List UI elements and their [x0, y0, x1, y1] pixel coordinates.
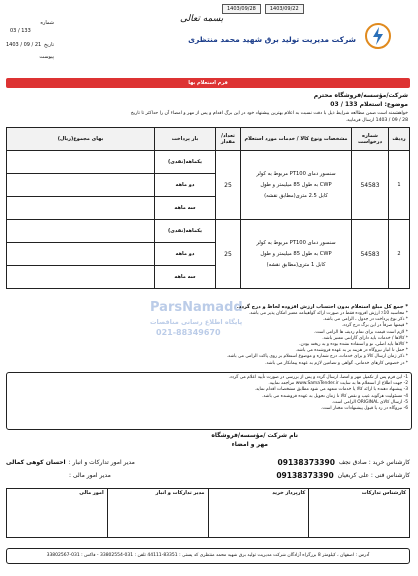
- cell-spec: [241, 220, 352, 289]
- intro-line-1: خواهشمند است ضمن مطالعه شرایط ذیل با دقت نسبت به اعلام بهترین پیشنهاد خود در این برگ اقدام و پس از مهر و امضاء آن را حداکثر تا تاریخ: [130, 111, 408, 116]
- sig-procurement-manager: مدیر تدارکات و انبار: [107, 489, 208, 538]
- cell-price-input[interactable]: [7, 197, 155, 220]
- cell-price-input[interactable]: [7, 266, 155, 289]
- cell-spec: [241, 151, 352, 220]
- sig-procurement-expert: کارشناس تدارکات: [309, 489, 410, 538]
- note-item: * کالاها باید اصلی، نو و استفاده نشده بوده و به ریخته بودن.: [299, 342, 408, 348]
- col-price: بهای مجموع(ریال): [7, 128, 155, 151]
- table-row: [7, 151, 410, 174]
- cell-price-input[interactable]: [7, 174, 155, 197]
- note-item: * کالاها / خدمات باید دارای گارانتی معتبر باشد.: [322, 335, 408, 341]
- watermark-phone: 021-88349670: [156, 328, 221, 337]
- cell-qty: 25: [216, 151, 241, 220]
- condition-item: 5- ارسال کالای ORIGINAL الزامی است.: [331, 399, 408, 405]
- spec-line: کابل 2.5 متری(مطابق نقشه): [264, 192, 328, 199]
- number-value: 03 / 133: [10, 28, 31, 34]
- note-item: * حمل تا انبار نیروگاه در هزینه بر به عهده فروشنده می باشد.: [295, 348, 408, 354]
- note-item: * محاسبه 10٪ ارزش افزوده فقط در صورت ارائه گواهینامه معتبر امکان پذیر می باشد.: [248, 311, 408, 316]
- attach-label: پیوست: [39, 54, 54, 60]
- number-label: شماره: [40, 20, 54, 26]
- contact-row: [6, 456, 410, 469]
- cell-pay-option: دو ماهه: [155, 174, 216, 197]
- cell-price-input[interactable]: [7, 220, 155, 243]
- contact-manager-label: مدیر امور تدارکات و انبار :: [68, 459, 135, 466]
- condition-item: 6- نیروگاه در رد یا قبول پیشنهادات مختار است.: [321, 406, 408, 412]
- table-row: [7, 220, 410, 243]
- date-value: 1403 / 09 / 21: [6, 42, 42, 48]
- condition-item: 3- پیشنهاد دهنده با ارائه کالا یا خدمات متعهد می شود مطابق مشخصات اقدام نماید.: [254, 387, 408, 393]
- top-date-2: 1403/09/22: [265, 4, 304, 14]
- contacts: [6, 456, 410, 482]
- watermark-site: ParsNamadd: [150, 300, 243, 315]
- col-row: ردیف: [389, 128, 410, 151]
- date-label: تاریخ: [44, 42, 54, 48]
- contact-phone: 09138373390: [276, 471, 334, 480]
- cell-pay-option: سه ماهه: [155, 197, 216, 220]
- intro-line-2: 28 / 09 / 1403 ارسال فرمایید.: [345, 118, 408, 123]
- contact-finance-label: مدیر امور مالی :: [69, 472, 111, 479]
- bismillah: بسمه تعالی: [180, 14, 224, 24]
- cell-pay-option: یکماهه(نقدی): [155, 151, 216, 174]
- company-name: شرکت مدیریت تولید برق شهید محمد منتظری: [188, 35, 356, 44]
- cell-qty: 25: [216, 220, 241, 289]
- contact-phone: 09138373390: [277, 458, 335, 467]
- subject: موضوع: استعلام 133 / 03: [330, 101, 408, 108]
- spec-line: سنسور دمای PT100 مربوط به کولر: [256, 239, 336, 246]
- signature-table: [6, 488, 410, 538]
- cell-req-no: 54583: [352, 220, 389, 289]
- top-date-tabs: [222, 4, 304, 14]
- contact-buyer: کارشناس خرید : صادق نجف: [338, 459, 410, 466]
- table-header-row: [7, 128, 410, 151]
- note-item: * ذکر زمان ارسال کالا و برای خدمات، درج شماره و موضوع استعلام بر روی پاکت الزامی می باشد.: [226, 354, 408, 360]
- condition-item: 4- مسئولیت هرگونه عیب و نقص کالا تا زمان تحویل به عهده فروشنده می باشد.: [261, 393, 408, 399]
- spec-line: CWP به طول 85 میلیمتر و طول: [260, 250, 332, 257]
- note-item: * قیمتها صرفاً در این برگ درج گردد.: [341, 323, 408, 329]
- spec-line: کابل 1 متری(مطابق نقشه): [266, 261, 326, 268]
- note-item: * در خصوص کارهای خدماتی، گواهی و تضامین لازم به عهده پیمانکار می باشد.: [265, 360, 408, 366]
- condition-item: 2- جهت اطلاع از استعلام ها به سایت www.SamaTender.ir مراجعه نمایید.: [268, 381, 408, 387]
- notes-list: [10, 311, 408, 367]
- spec-line: سنسور دمای PT100 مربوط به کولر: [256, 170, 336, 177]
- form-title: فرم استعلام بها: [6, 78, 410, 88]
- cell-req-no: 54583: [352, 151, 389, 220]
- contact-tech: کارشناس فنی : علی کربعیان: [337, 472, 410, 479]
- total-note: * جمع کل مبلغ استعلام بدون احتساب ارزش افزوده لحاظ و درج گردد.: [236, 304, 408, 310]
- items-table: [6, 127, 410, 289]
- cell-pay-option: یکماهه(نقدی): [155, 220, 216, 243]
- cell-price-input[interactable]: [7, 151, 155, 174]
- note-item: * ذکر نوع پرداخت در جدول ، الزامی می باشد.: [322, 317, 408, 323]
- spec-line: CWP به طول 85 میلیمتر و طول: [260, 181, 332, 188]
- col-spec: مشخصات ونوع کالا / خدمات مورد استعلام: [241, 128, 352, 151]
- cell-row: 2: [389, 220, 410, 289]
- contact-manager-name: احسان کوهی کمالی: [6, 459, 66, 466]
- footer-address: آدرس : اصفهان ، کیلومتر 8 بزرگراه آزادگان شرکت مدیریت تولید برق شهید محمد منتظری کد پستی : 83351-44111 تلفن : 031-33802554 - فاکس : 031-33802567: [6, 548, 410, 564]
- condition-item: 1- این فرم پس از تکمیل مهر و امضا، ارسال گردد و پس از بررسی در صورت تأیید اعلام می گردد.: [228, 375, 408, 380]
- signer-sign: مهر و امضاء: [231, 441, 268, 448]
- watermark-line-1: پایگاه اطلاع رسانی مناقصات: [150, 318, 243, 326]
- col-qty: تعداد/ مقدار: [216, 128, 241, 151]
- signer-label: نام شرکت /مؤسسه/فروشگاه: [211, 432, 298, 439]
- col-pay: بار پرداخت: [155, 128, 216, 151]
- company-logo-icon: [364, 22, 392, 50]
- cell-pay-option: سه ماهه: [155, 266, 216, 289]
- cell-price-input[interactable]: [7, 243, 155, 266]
- recipient: شرکت/مؤسسه/فروشگاه محترم: [313, 92, 408, 99]
- sig-finance: امور مالی: [7, 489, 108, 538]
- cell-pay-option: دو ماهه: [155, 243, 216, 266]
- contact-row: [6, 469, 410, 482]
- cell-row: 1: [389, 151, 410, 220]
- col-req-no: شماره درخواست: [352, 128, 389, 151]
- conditions-box: [6, 372, 412, 430]
- top-date-1: 1403/09/28: [222, 4, 261, 14]
- note-item: * لازم است قیمت برای تمام ردیف ها الزامی است.: [313, 329, 408, 335]
- sig-buyer: کارپرداز خرید: [208, 489, 309, 538]
